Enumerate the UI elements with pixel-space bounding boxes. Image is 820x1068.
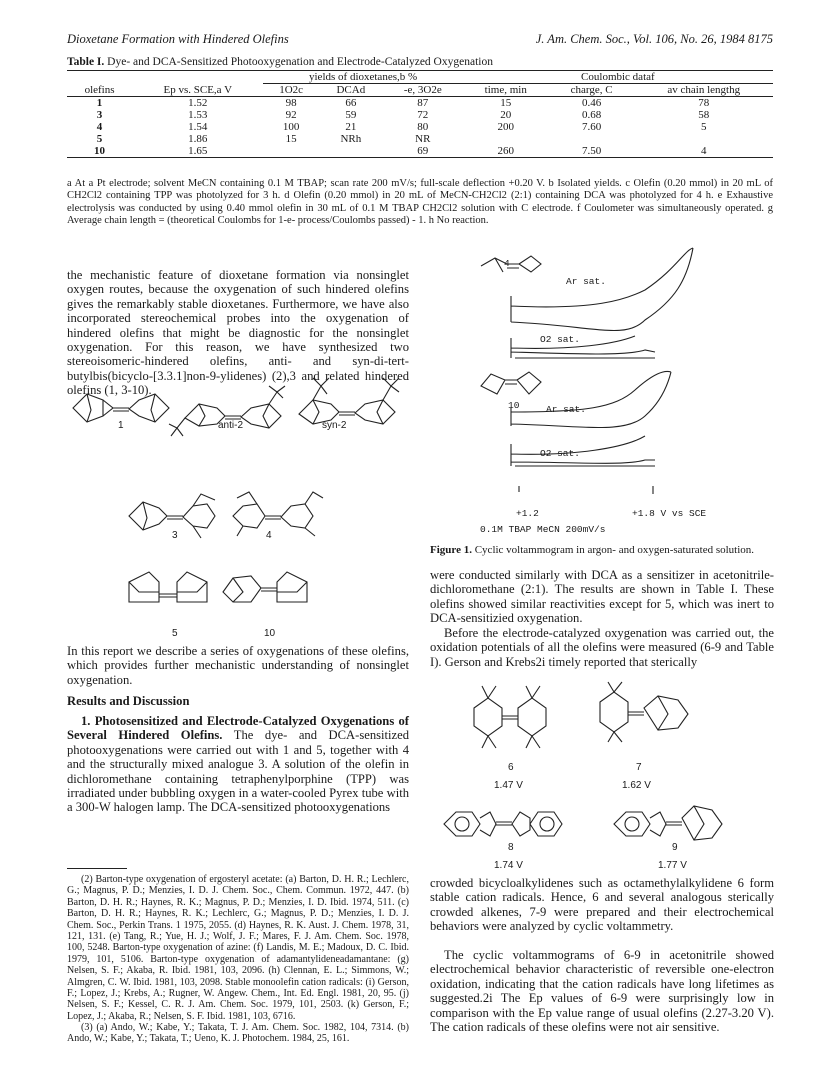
structure-8 bbox=[444, 812, 562, 836]
footnote-rule bbox=[67, 868, 127, 869]
table-cell: 1.53 bbox=[188, 109, 208, 121]
cv-trace-10-o2 bbox=[511, 436, 655, 466]
right-para-4: The cyclic voltammograms of 6-9 in acetonitrile showed electrochemical behavior characteristic of reversible one-electron oxidation, indicating that the cation radicals have long lifetimes as suggested.2i The Ep values of 6-9 were surprisingly low in comparison with the Ep value range of usual olefins (2.27-3.20 V). The cation radicals of these olefins were not air sensitive. bbox=[430, 948, 774, 1035]
table-cell: 7.50 bbox=[582, 145, 602, 157]
axis-label-right: +1.8 V vs SCE bbox=[632, 508, 707, 519]
table-cell: 15 bbox=[500, 97, 512, 109]
table-cell: 59 bbox=[345, 109, 357, 121]
table-cell: 4 bbox=[701, 145, 707, 157]
table-cell: 1.54 bbox=[188, 121, 208, 133]
group-header-yields: yields of dioxetanes,b % bbox=[263, 71, 462, 84]
struct-label-syn-2: syn-2 bbox=[322, 420, 347, 431]
section-heading: Results and Discussion bbox=[67, 694, 190, 708]
table-cell: 20 bbox=[500, 109, 512, 121]
table-caption-label: Table I. bbox=[67, 56, 105, 68]
struct-label-9: 9 bbox=[672, 842, 678, 853]
table-cell: 100 bbox=[282, 121, 300, 133]
table-cell: 80 bbox=[417, 121, 429, 133]
ep-label-6: 1.47 V bbox=[494, 780, 523, 791]
trace-label-ar-2: Ar sat. bbox=[546, 404, 586, 415]
structure-4-inset bbox=[481, 256, 541, 272]
table-cell: 15 bbox=[285, 133, 297, 145]
table-row bbox=[67, 97, 773, 110]
struct-label-anti-2: anti-2 bbox=[218, 420, 244, 431]
table-row bbox=[67, 145, 773, 158]
ref-3: (3) (a) Ando, W.; Kabe, Y.; Takata, T. J. Am. Chem. Soc. 1982, 104, 7314. (b) Ando, W.; Kabe, Y.; Takata, T.; Ueno, K. J. Photochem. 1984, 25, 161. bbox=[67, 1022, 409, 1045]
subsection-heading: 1. Photosensitized and Electrode-Catalyzed Oxygenations of Several Hindered Olefins. bbox=[67, 714, 409, 743]
struct-label-5: 5 bbox=[172, 628, 178, 639]
cv-trace-4-ar bbox=[511, 248, 693, 330]
table-cell: 200 bbox=[497, 121, 514, 133]
table-cell: 21 bbox=[345, 121, 357, 133]
col-header: Ep vs. SCE,a V bbox=[163, 83, 233, 96]
running-head-right: J. Am. Chem. Soc., Vol. 106, No. 26, 1984 8175 bbox=[535, 32, 773, 46]
table-cell bbox=[549, 133, 635, 145]
struct-label-4: 4 bbox=[266, 530, 272, 541]
table-caption-text: Dye- and DCA-Sensitized Photooxygenation and Electrode-Catalyzed Oxygenation bbox=[107, 56, 493, 68]
left-para-2: In this report we describe a series of oxygenations of these olefins, which provides further mechanistic understanding of nonsinglet oxygenation. bbox=[67, 644, 409, 687]
structure-10-inset bbox=[481, 372, 541, 394]
table-cell bbox=[635, 133, 774, 145]
table-cell: 69 bbox=[417, 145, 429, 157]
figure-conditions: 0.1M TBAP MeCN 200mV/s bbox=[480, 524, 606, 535]
table-cell: 66 bbox=[345, 97, 357, 109]
table-cell: 5 bbox=[96, 133, 103, 145]
table-cell: 72 bbox=[417, 109, 429, 121]
table-cell bbox=[263, 145, 318, 158]
table-row bbox=[67, 109, 773, 121]
col-header: olefins bbox=[84, 83, 115, 96]
ref-2: (2) Barton-type oxygenation of ergosteryl acetate: (a) Barton, D. H. R.; Lechlerc, G.; Magnus, P. D.; Menzies, I. D. J. Chem. Soc., Chem. Commun. 1972, 447. (b) Barton, D. H. R.; Haynes, R. K.; Magnus, P. D.; Menzies, I. D. Ibid. 1974, 511. (c) Barton, D. H. R.; Haynes, R. K.; Lechlerc, G.; Magnus, P. D.; Menzies, I. D. J. Chem. Soc., Perkin Trans. 1 1975, 2055. (d) Haynes, R. K. Aust. J. Chem. 1978, 31, 121, 131. (e) Tang, R.; Yue, H. J.; Wolf, J. F.; Mares, F. J. Am. Chem. Soc. 1978, 100, 5248. Barton-type oxygenation of azine: (f) Landis, M. E.; Madoux, D. C. Ibid. 1979, 101, 5106. Barton-type oxygenation of adamantylideneadamantane: (g) Nelsen, S. F.; Akaba, R. Ibid. 1981, 103, 2096. (h) Clennan, E. L.; Simmons, W.; Almgren, C. W. Ibid. 1981, 103, 2098. Stable monoolefin cation radicals: (i) Gerson, F.; Lopez, J.; Krebs, A.; Rugner, W. Angew. Chem., Int. Ed. Engl. 1981, 20, 95. (j) Nelsen, S. F.; Kessel, C. R. J. Am. Chem. Soc. 1979, 101, 2503. (k) Gerson, F.; Lopez, J.; Akaba, R.; Nelsen, S. F. Ibid. 1981, 103, 6716. bbox=[67, 874, 409, 1022]
table-cell: 10 bbox=[94, 145, 106, 157]
structure-6 bbox=[474, 686, 546, 748]
trace-label-4: 4 bbox=[504, 258, 510, 269]
structure-syn-2 bbox=[299, 378, 399, 424]
structure-7 bbox=[600, 682, 688, 742]
figure-caption-text: Cyclic voltammogram in argon- and oxygen-saturated solution. bbox=[474, 544, 755, 556]
table-row bbox=[67, 133, 773, 145]
table-cell: 0.46 bbox=[582, 97, 602, 109]
left-para-3 bbox=[67, 714, 409, 815]
table-cell: 92 bbox=[285, 109, 297, 121]
col-header: av chain lengthg bbox=[667, 84, 741, 96]
figure-caption bbox=[430, 544, 754, 556]
table-cell: 7.60 bbox=[582, 121, 602, 133]
table-cell bbox=[319, 145, 383, 158]
trace-label-o2-1: O2 sat. bbox=[540, 334, 580, 345]
table-cell: NR bbox=[415, 133, 431, 145]
table-cell: 1.52 bbox=[188, 97, 208, 109]
table-cell: 5 bbox=[701, 121, 707, 133]
ep-label-7: 1.62 V bbox=[622, 780, 651, 791]
structures-left-figure bbox=[67, 366, 417, 672]
left-para-1: the mechanistic feature of dioxetane formation via nonsinglet oxygen routes, because the oxygenation of such hindered olefins gives the remarkably stable dioxetanes. Furthermore, we have also incorporated stereochemical probes into the oxygenation of hindered olefins that might be diagnostic for the nonsinglet oxygenation. For this reason, we have synthesized two stereoisomeric-hindered olefins, anti- and syn-di-tert-butylbis(bicyclo-[3.3.1]non-9-ylidenes) (2),3 and related hindered olefins (1, 3-10). bbox=[67, 268, 409, 398]
table-cell: 0.68 bbox=[582, 109, 602, 121]
table-footnotes: a At a Pt electrode; solvent MeCN containing 0.1 M TBAP; scan rate 200 mV/s; full-scale deflection +0.20 V. b Isolated yields. c Olefin (0.20 mmol) in 20 mL of CH2Cl2 containing TPP was photolyzed for 3 h. d Olefin (0.20 mmol) in 20 mL of MeCN-CH2Cl2 (2:1) containing DCA was photolyzed for 4 h. e Exhaustive electrolysis was conducted by using 0.40 mmol olefin in 30 mL of 0.1 M TBAP CH2Cl2 solution with C electrode. f Coulometer was simultaneously operated. g Average chain length = (theoretical Coulombs for 1-e- process/Coulombs passed) - 1. h No reaction. bbox=[67, 178, 773, 226]
table-cell bbox=[463, 133, 549, 145]
right-para-2: Before the electrode-catalyzed oxygenation was carried out, the oxidation potentials of all the olefins were measured (6-9 and Table I). Gerson and Krebs2i timely reported that sterically bbox=[430, 626, 774, 669]
col-header: 1O2c bbox=[279, 84, 304, 96]
table-cell: 98 bbox=[285, 97, 297, 109]
table-cell: 1.65 bbox=[188, 145, 208, 157]
table-cell: 78 bbox=[698, 97, 710, 109]
struct-label-7: 7 bbox=[636, 762, 642, 773]
struct-label-6: 6 bbox=[508, 762, 514, 773]
struct-label-3: 3 bbox=[172, 530, 178, 541]
col-header: -e, 3O2e bbox=[403, 84, 442, 96]
right-para-3: crowded bicycloalkylidenes such as octamethylalkylidene 6 form stable cation radicals. Hence, 6 and several analogous sterically crowded alkenes, 7-9 were prepared and their electrochemical behaviors were analyzed by cyclic voltammetry. bbox=[430, 876, 774, 934]
table-cell: 3 bbox=[96, 109, 103, 121]
structure-5 bbox=[129, 572, 207, 602]
table-cell: 260 bbox=[497, 145, 514, 157]
table-cell: 58 bbox=[698, 109, 710, 121]
ep-label-8: 1.74 V bbox=[494, 860, 523, 871]
struct-label-1: 1 bbox=[118, 420, 124, 431]
table-cell: 87 bbox=[417, 97, 429, 109]
col-header: DCAd bbox=[336, 84, 366, 96]
ep-label-9: 1.77 V bbox=[658, 860, 687, 871]
axis-ticks bbox=[519, 486, 653, 494]
cv-trace-4-o2 bbox=[511, 336, 655, 358]
left-para-3-text: The dye- and DCA-sensitized photooxygenations were carried out with 1 and 5, together with 4 and the structurally mixed analogue 3. A solution of the olefin in dichloromethane containing tetraphenylporphine (TPP) was irradiated under bubbling oxygen in a water-cooled Pyrex tube with a 300-W halogen lamp. The DCA-sensitized photooxygenations bbox=[67, 728, 410, 815]
structures-6-9-figure bbox=[430, 678, 774, 878]
structure-4 bbox=[233, 492, 323, 536]
table-cell: 1.86 bbox=[188, 133, 208, 145]
table-1 bbox=[67, 70, 773, 158]
axis-label-left: +1.2 bbox=[516, 508, 539, 519]
table-row bbox=[67, 121, 773, 133]
structure-9 bbox=[614, 806, 722, 840]
trace-label-ar-1: Ar sat. bbox=[566, 276, 606, 287]
trace-label-10: 10 bbox=[508, 400, 520, 411]
trace-label-o2-2: O2 sat. bbox=[540, 448, 580, 459]
table-cell: 1 bbox=[96, 97, 103, 109]
group-header-coulombic: Coulombic dataf bbox=[463, 71, 773, 84]
cv-trace-10-ar bbox=[511, 371, 671, 427]
table-cell: NRh bbox=[340, 133, 362, 145]
structure-10 bbox=[223, 572, 307, 602]
struct-label-10: 10 bbox=[264, 628, 276, 639]
right-para-1: were conducted similarly with DCA as a sensitizer in acetonitrile-dichloromethane (2:1). The results are shown in Table I. These olefins showed similar reactivities except for 5, which was inert to DCA-sensitizied oxygenation. bbox=[430, 568, 774, 626]
col-header: time, min bbox=[484, 84, 527, 96]
table-caption bbox=[67, 56, 493, 68]
figure-caption-label: Figure 1. bbox=[430, 544, 472, 556]
struct-label-8: 8 bbox=[508, 842, 514, 853]
structure-1 bbox=[73, 394, 169, 422]
col-header: charge, C bbox=[570, 84, 613, 96]
running-head-left: Dioxetane Formation with Hindered Olefins bbox=[67, 32, 289, 46]
table-cell: 4 bbox=[96, 121, 103, 133]
